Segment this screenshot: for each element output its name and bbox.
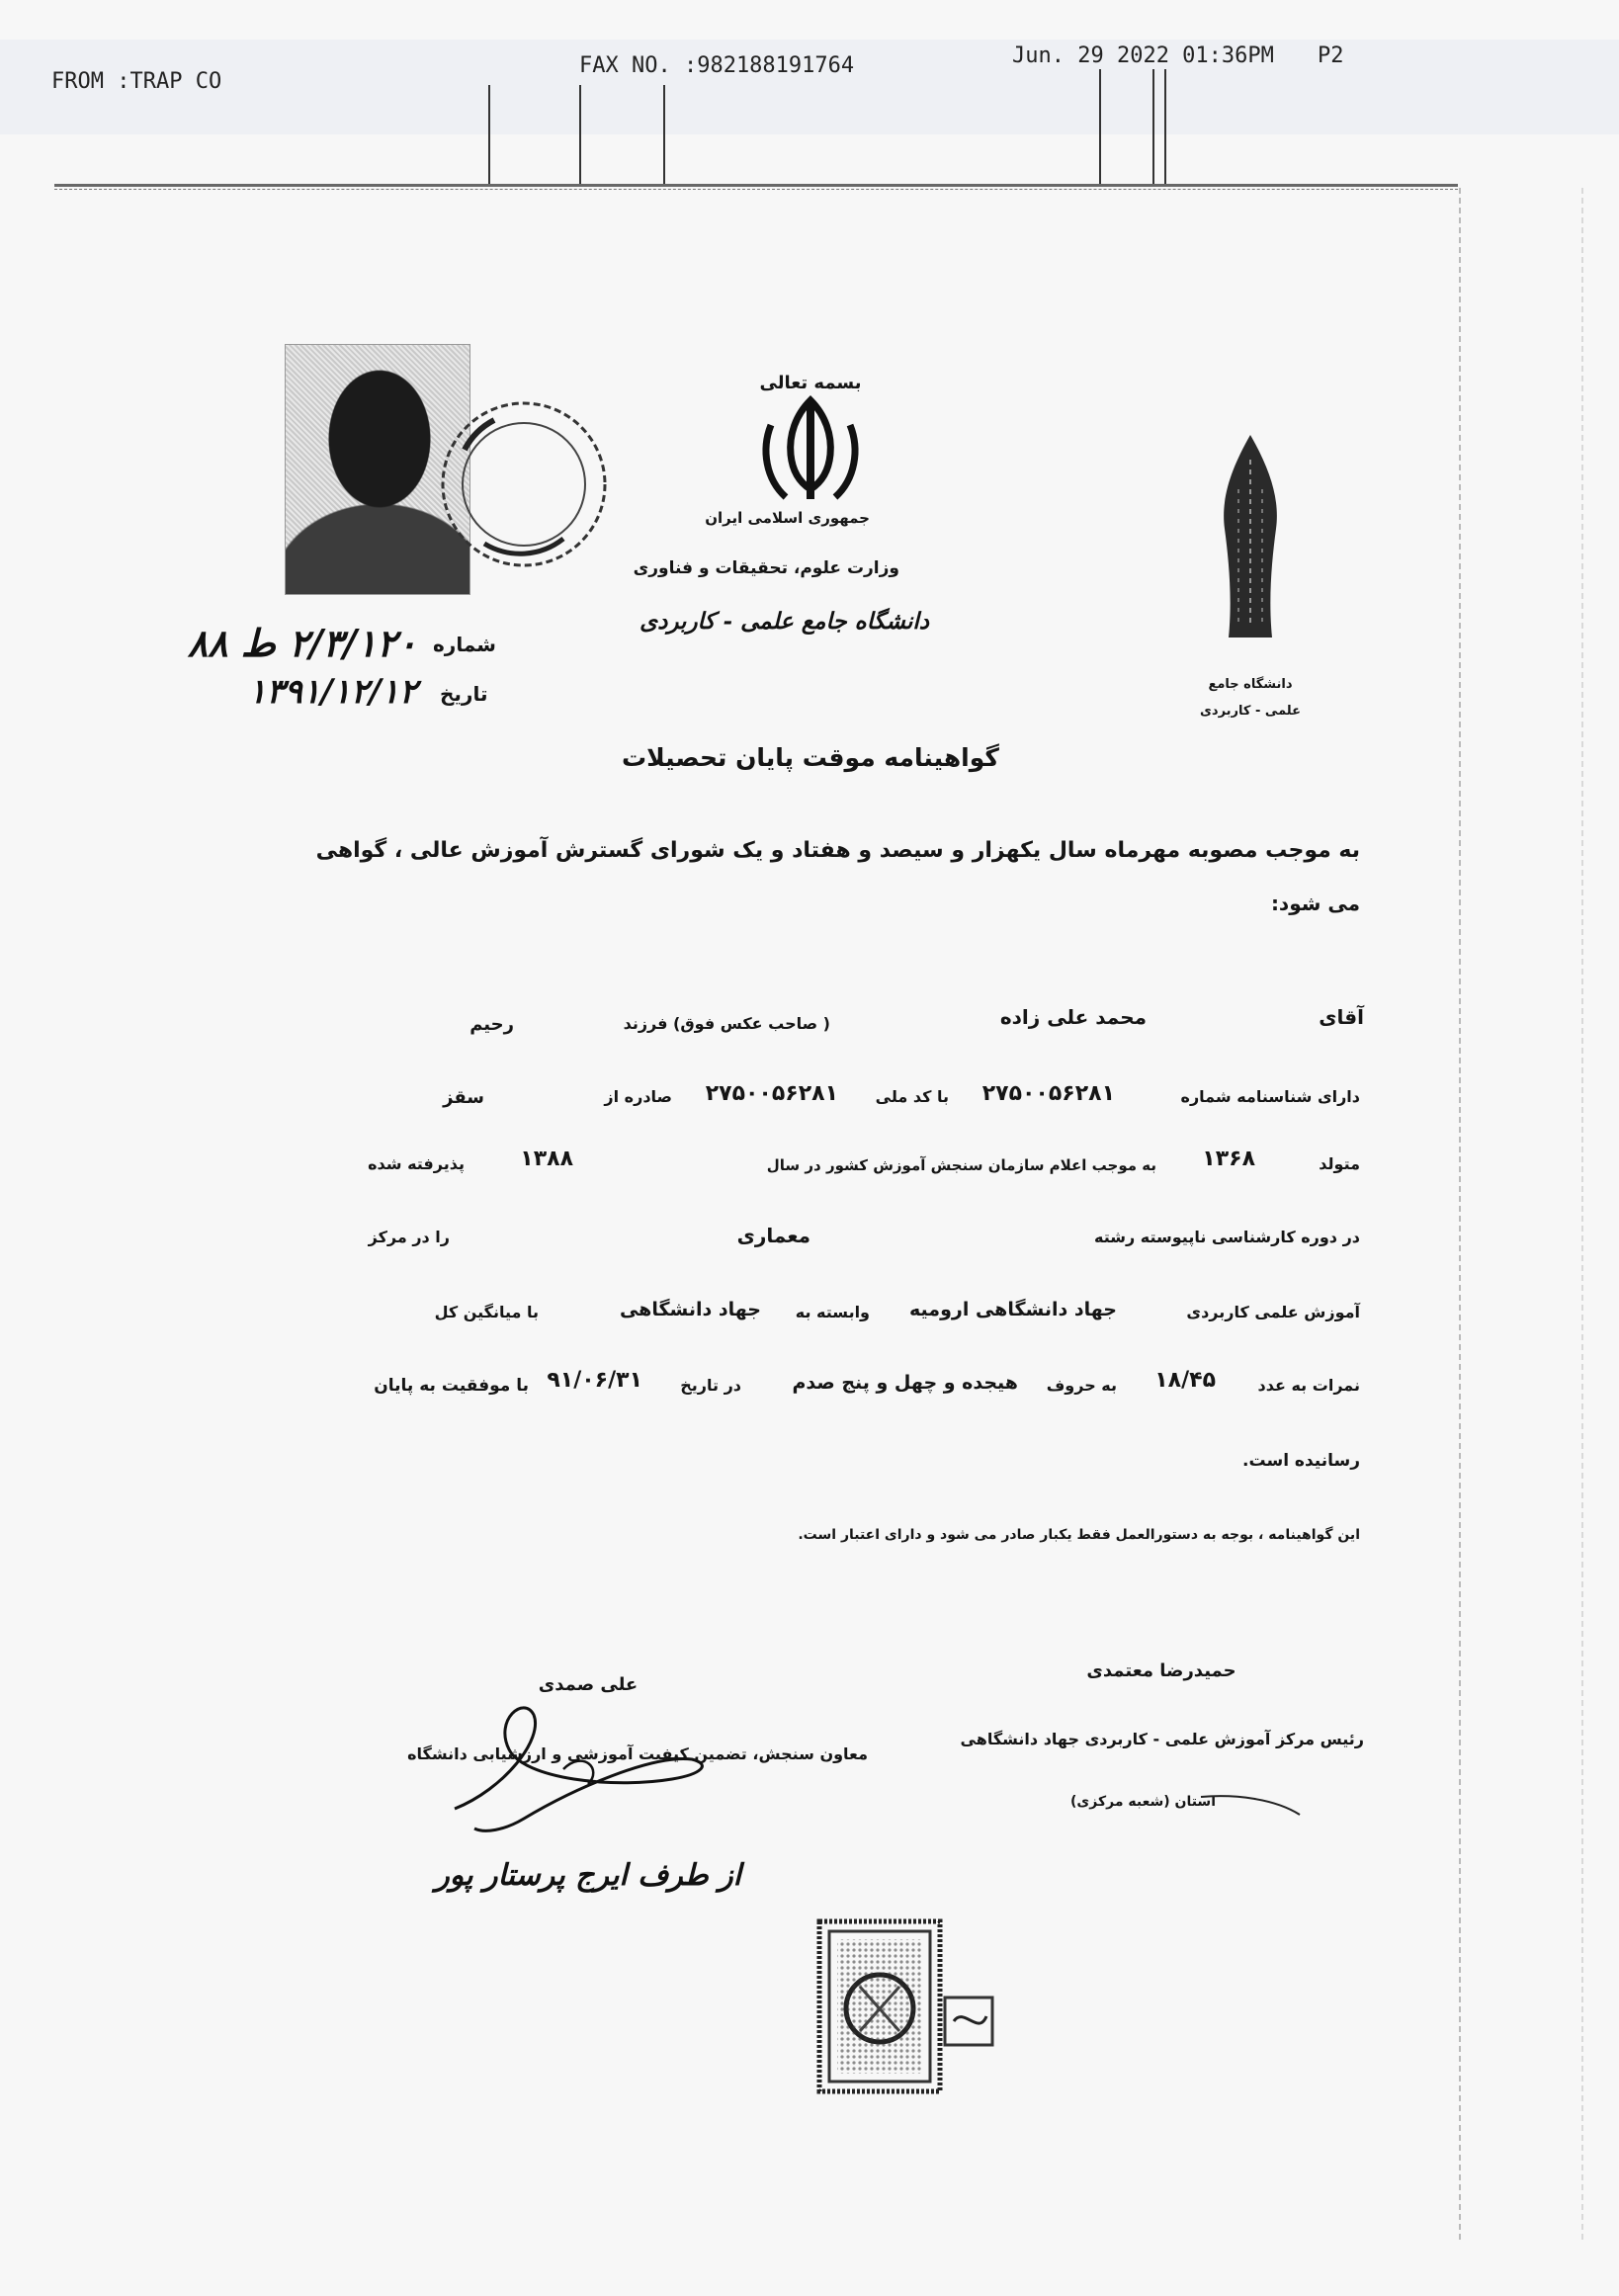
- gpa-number-label: نمرات به عدد: [1257, 1376, 1360, 1395]
- graduation-date-label: در تاریخ: [680, 1376, 741, 1395]
- birth-cert-number: ۲۷۵۰۰۵۶۲۸۱: [981, 1081, 1115, 1106]
- fax-datetime: Jun. 29 2022 01:36PM: [1012, 43, 1274, 68]
- gpa-label: با میانگین کل: [434, 1303, 539, 1321]
- birth-cert-label: دارای شناسنامه شماره: [1180, 1087, 1360, 1106]
- admission-year: ۱۳۸۸: [520, 1147, 573, 1171]
- header-rule: [54, 184, 1458, 187]
- small-seal-icon: [939, 1992, 998, 2051]
- fax-tick: [663, 85, 665, 184]
- signatory-right-name: حمیدرضا معتمدی: [1086, 1660, 1236, 1681]
- fax-page: P2: [1318, 43, 1344, 68]
- admitted-label: پذیرفته شده: [368, 1154, 465, 1173]
- intro-line-1: به موجب مصوبه مهرماه سال یکهزار و سیصد و هفتاد و یک شورای گسترش آموزش عالی ، گواهی: [315, 838, 1360, 863]
- national-id: ۲۷۵۰۰۵۶۲۸۱: [705, 1081, 838, 1106]
- validity-note: این گواهینامه ، بوجه به دستورالعمل فقط یکبار صادر می شود و دارای اعتبار است.: [798, 1527, 1360, 1543]
- born-label: متولد: [1319, 1154, 1360, 1173]
- reference-date-label: تاریخ: [440, 682, 488, 706]
- logo-caption-1: دانشگاه جامع: [1208, 677, 1293, 692]
- university-logo-icon: [1211, 430, 1290, 652]
- issue-place: سقز: [443, 1087, 484, 1108]
- fax-number: FAX NO. :982188191764: [579, 53, 855, 78]
- center-name: جهاد دانشگاهی ارومیه: [909, 1299, 1117, 1320]
- page-edge-far-right: [1581, 188, 1583, 2244]
- iran-emblem-icon: [705, 361, 890, 558]
- handwritten-on-behalf: از طرف ایرج پرستار پور: [435, 1858, 741, 1893]
- header-rule-dashed: [54, 189, 1458, 191]
- reference-date: ۱۳۹۱/۱۲/۱۲: [248, 672, 417, 712]
- photo-holder-note: ( صاحب عکس فوق) فرزند: [623, 1014, 830, 1033]
- square-seal-icon: [815, 1917, 944, 2095]
- reference-number: ۲/۳/۱۲۰ ط ۸۸: [187, 621, 417, 665]
- graduate-name: محمد علی زاده: [999, 1005, 1147, 1029]
- fax-tick: [1152, 69, 1154, 184]
- completed-end: رسانیده است.: [1242, 1451, 1360, 1471]
- signature-mark-icon: [415, 1680, 731, 1838]
- gpa-words: هیجده و چهل و پنج صدم: [792, 1372, 1018, 1394]
- in-center-label: را در مرکز: [368, 1228, 450, 1246]
- signatory-right-subtitle: استان (شعبه مرکزی): [1070, 1794, 1216, 1810]
- affiliated-label: وابسته به: [795, 1303, 870, 1321]
- signatory-left-name: علی صمدی: [538, 1674, 639, 1695]
- signature-stroke-icon: [1196, 1789, 1305, 1819]
- field-of-study: معماری: [736, 1224, 810, 1247]
- graduation-date: ۹۱/۰۶/۳۱: [547, 1368, 642, 1393]
- signatory-left-title: معاون سنجش، تضمین کیفیت آموزشی و ارزشیابی دانشگاه: [407, 1744, 868, 1763]
- birth-year: ۱۳۶۸: [1202, 1147, 1255, 1171]
- center-type-text: آموزش علمی کاربردی: [1186, 1303, 1360, 1321]
- reference-number-label: شماره: [433, 633, 496, 656]
- national-id-label: با کد ملی: [875, 1087, 949, 1106]
- fax-tick: [1099, 69, 1101, 184]
- affiliated-org: جهاد دانشگاهی: [619, 1299, 761, 1320]
- intro-line-2: می شود:: [1270, 892, 1360, 915]
- round-stamp-icon: [425, 390, 623, 578]
- fax-tick: [488, 85, 490, 184]
- degree-text: در دوره کارشناسی ناپیوسته رشته: [1094, 1228, 1360, 1246]
- gpa-words-label: به حروف: [1046, 1376, 1117, 1395]
- fax-from: FROM :TRAP CO: [51, 69, 222, 94]
- signatory-right-title: رئیس مرکز آموزش علمی - کاربردی جهاد دانشگاهی: [960, 1730, 1364, 1748]
- completed-label: با موفقیت به پایان: [374, 1376, 529, 1396]
- gpa-value: ۱۸/۴۵: [1154, 1368, 1216, 1393]
- university-name: دانشگاه جامع علمی - کاربردی: [639, 608, 929, 635]
- page-edge-right: [1459, 188, 1461, 2244]
- admission-text: به موجب اعلام سازمان سنجش آموزش کشور در سال: [766, 1156, 1156, 1174]
- ministry-name: وزارت علوم، تحقیقات و فناوری: [633, 558, 899, 578]
- father-name: رحیم: [469, 1014, 514, 1035]
- logo-caption-2: علمی - کاربردی: [1200, 704, 1301, 719]
- title-mr-label: آقای: [1319, 1005, 1364, 1029]
- document-title: گواهینامه موقت پایان تحصیلات: [622, 743, 999, 772]
- issued-from-label: صادره از: [604, 1087, 672, 1106]
- fax-tick: [579, 85, 581, 184]
- bismillah-label: بسمه تعالی: [759, 373, 862, 393]
- emblem-caption: جمهوری اسلامی ایران: [705, 509, 870, 527]
- fax-tick: [1164, 69, 1166, 184]
